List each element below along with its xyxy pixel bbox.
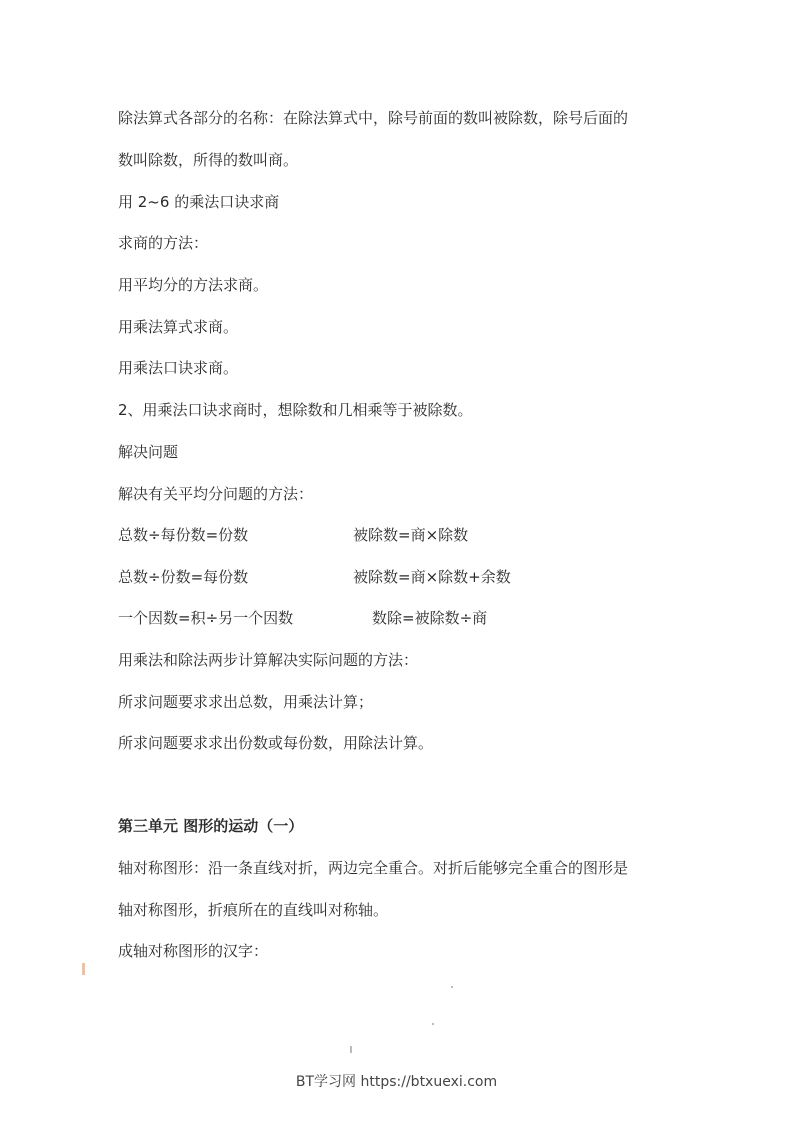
paragraph-axial-symmetry: 轴对称图形：沿一条直线对折，两边完全重合。对折后能够完全重合的图形是 (118, 859, 629, 877)
formula-row-1-left: 总数÷每份数=份数 (118, 526, 249, 544)
scan-speck (82, 963, 85, 975)
formula-row-3-right: 数除=被除数÷商 (372, 609, 488, 627)
paragraph-method-table: 用乘法口诀求商。 (118, 359, 239, 377)
paragraph-quotient-table: 用 2~6 的乘法口诀求商 (118, 193, 280, 211)
section-title: 第三单元 图形的运动（一） (118, 817, 304, 835)
paragraph-axial-symmetry-cont: 轴对称图形，折痕所在的直线叫对称轴。 (118, 901, 389, 919)
scan-speck (451, 986, 453, 988)
formula-row-2-right: 被除数=商×除数+余数 (353, 568, 511, 586)
paragraph-symmetric-characters: 成轴对称图形的汉字： (118, 942, 269, 960)
paragraph-quotient-methods: 求商的方法： (118, 234, 209, 252)
paragraph-two-step-methods: 用乘法和除法两步计算解决实际问题的方法： (118, 651, 419, 669)
paragraph-two-step-parts: 所求问题要求求出份数或每份数，用除法计算。 (118, 734, 434, 752)
paragraph-tip: 2、用乘法口诀求商时，想除数和几相乘等于被除数。 (118, 401, 473, 419)
paragraph-two-step-total: 所求问题要求求出总数，用乘法计算； (118, 693, 374, 711)
paragraph-problem-solving: 解决问题 (118, 443, 179, 461)
scan-speck (350, 1046, 352, 1053)
scan-speck (432, 1023, 434, 1025)
paragraph-method-multiplication: 用乘法算式求商。 (118, 318, 239, 336)
paragraph-division-terms: 除法算式各部分的名称：在除法算式中，除号前面的数叫被除数，除号后面的 (118, 109, 629, 127)
paragraph-average-methods: 解决有关平均分问题的方法： (118, 485, 314, 503)
paragraph-division-terms-cont: 数叫除数，所得的数叫商。 (118, 151, 299, 169)
footer-watermark: BT学习网 https://btxuexi.com (295, 1074, 498, 1090)
formula-row-1-right: 被除数=商×除数 (353, 526, 469, 544)
formula-row-3-left: 一个因数=积÷另一个因数 (118, 609, 294, 627)
formula-row-2-left: 总数÷份数=每份数 (118, 568, 249, 586)
paragraph-method-average: 用平均分的方法求商。 (118, 276, 269, 294)
